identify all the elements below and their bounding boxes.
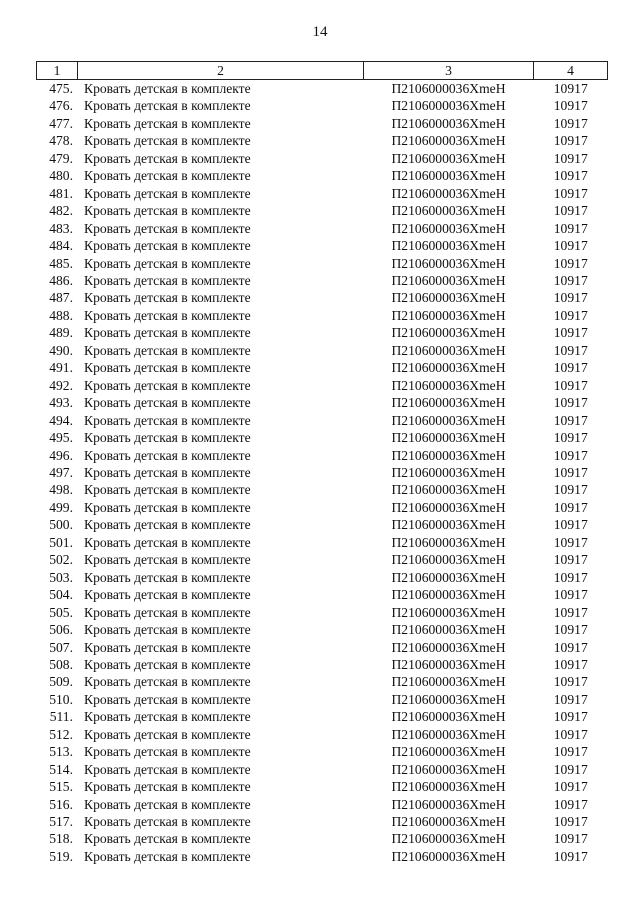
page-number: 14 bbox=[312, 24, 328, 40]
item-name-cell: Кровать детская в комплекте bbox=[84, 656, 251, 672]
item-code-cell: П2106000036ХmeH bbox=[391, 656, 506, 672]
table-row bbox=[37, 604, 608, 621]
item-value-cell: 10917 bbox=[553, 290, 588, 306]
row-number-cell: 485. bbox=[49, 255, 73, 271]
row-number-cell: 476. bbox=[49, 98, 73, 114]
row-number-cell: 480. bbox=[49, 168, 73, 184]
row-number-cell: 517. bbox=[49, 814, 73, 830]
table-row bbox=[37, 830, 608, 847]
item-value-cell: 10917 bbox=[553, 342, 588, 358]
item-value-cell: 10917 bbox=[553, 220, 588, 236]
item-code-cell: П2106000036ХmeH bbox=[391, 377, 506, 393]
row-number-cell: 515. bbox=[49, 779, 73, 795]
item-name-cell: Кровать детская в комплекте bbox=[84, 307, 251, 323]
row-number-cell: 495. bbox=[49, 430, 73, 446]
item-name-cell: Кровать детская в комплекте bbox=[84, 412, 251, 428]
item-value-cell: 10917 bbox=[553, 674, 588, 690]
column-header-1: 1 bbox=[37, 62, 78, 80]
item-name-cell: Кровать детская в комплекте bbox=[84, 587, 251, 603]
item-name-cell: Кровать детская в комплекте bbox=[84, 168, 251, 184]
header-row bbox=[37, 62, 608, 80]
row-number-cell: 502. bbox=[49, 552, 73, 568]
row-number-cell: 514. bbox=[49, 761, 73, 777]
table-row bbox=[37, 150, 608, 167]
item-code-cell: П2106000036ХmeH bbox=[391, 360, 506, 376]
item-name-cell: Кровать детская в комплекте bbox=[84, 726, 251, 742]
table-row bbox=[37, 569, 608, 586]
item-name-cell: Кровать детская в комплекте bbox=[84, 569, 251, 585]
item-code-cell: П2106000036ХmeH bbox=[391, 534, 506, 550]
row-number-cell: 481. bbox=[49, 185, 73, 201]
item-value-cell: 10917 bbox=[553, 761, 588, 777]
table-row bbox=[37, 481, 608, 498]
item-name-cell: Кровать детская в комплекте bbox=[84, 238, 251, 254]
item-value-cell: 10917 bbox=[553, 98, 588, 114]
table-row bbox=[37, 429, 608, 446]
item-code-cell: П2106000036ХmeH bbox=[391, 272, 506, 288]
table-row bbox=[37, 726, 608, 743]
item-code-cell: П2106000036ХmeH bbox=[391, 639, 506, 655]
item-code-cell: П2106000036ХmeH bbox=[391, 761, 506, 777]
item-value-cell: 10917 bbox=[553, 604, 588, 620]
item-value-cell: 10917 bbox=[553, 115, 588, 131]
item-name-cell: Кровать детская в комплекте bbox=[84, 814, 251, 830]
item-name-cell: Кровать детская в комплекте bbox=[84, 848, 251, 864]
item-value-cell: 10917 bbox=[553, 831, 588, 847]
item-name-cell: Кровать детская в комплекте bbox=[84, 796, 251, 812]
table-row bbox=[37, 377, 608, 394]
item-name-cell: Кровать детская в комплекте bbox=[84, 325, 251, 341]
row-number-cell: 503. bbox=[49, 569, 73, 585]
item-value-cell: 10917 bbox=[553, 185, 588, 201]
item-name-cell: Кровать детская в комплекте bbox=[84, 342, 251, 358]
item-name-cell: Кровать детская в комплекте bbox=[84, 98, 251, 114]
row-number-cell: 493. bbox=[49, 395, 73, 411]
table-row bbox=[37, 307, 608, 324]
item-code-cell: П2106000036ХmeH bbox=[391, 622, 506, 638]
table-row bbox=[37, 97, 608, 114]
row-number-cell: 479. bbox=[49, 150, 73, 166]
table-row bbox=[37, 237, 608, 254]
item-value-cell: 10917 bbox=[553, 691, 588, 707]
table-row bbox=[37, 464, 608, 481]
table-body bbox=[37, 80, 608, 866]
table-row bbox=[37, 342, 608, 359]
row-number-cell: 499. bbox=[49, 499, 73, 515]
row-number-cell: 489. bbox=[49, 325, 73, 341]
row-number-cell: 518. bbox=[49, 831, 73, 847]
item-name-cell: Кровать детская в комплекте bbox=[84, 464, 251, 480]
table-row bbox=[37, 272, 608, 289]
row-number-cell: 488. bbox=[49, 307, 73, 323]
item-code-cell: П2106000036ХmeH bbox=[391, 796, 506, 812]
table-row bbox=[37, 289, 608, 306]
item-code-cell: П2106000036ХmeH bbox=[391, 81, 506, 96]
item-code-cell: П2106000036ХmeH bbox=[391, 290, 506, 306]
item-code-cell: П2106000036ХmeH bbox=[391, 814, 506, 830]
item-value-cell: 10917 bbox=[553, 779, 588, 795]
row-number-cell: 512. bbox=[49, 726, 73, 742]
item-code-cell: П2106000036ХmeH bbox=[391, 517, 506, 533]
column-header-3: 3 bbox=[364, 62, 534, 80]
item-code-cell: П2106000036ХmeH bbox=[391, 203, 506, 219]
table-row bbox=[37, 359, 608, 376]
item-value-cell: 10917 bbox=[553, 255, 588, 271]
table-row bbox=[37, 551, 608, 568]
item-name-cell: Кровать детская в комплекте bbox=[84, 203, 251, 219]
item-code-cell: П2106000036ХmeH bbox=[391, 168, 506, 184]
item-name-cell: Кровать детская в комплекте bbox=[84, 517, 251, 533]
item-code-cell: П2106000036ХmeH bbox=[391, 307, 506, 323]
item-value-cell: 10917 bbox=[553, 796, 588, 812]
item-value-cell: 10917 bbox=[553, 360, 588, 376]
row-number-cell: 506. bbox=[49, 622, 73, 638]
table-row bbox=[37, 167, 608, 184]
row-number-cell: 478. bbox=[49, 133, 73, 149]
item-value-cell: 10917 bbox=[553, 133, 588, 149]
items-table bbox=[36, 61, 608, 865]
table-row bbox=[37, 708, 608, 725]
item-name-cell: Кровать детская в комплекте bbox=[84, 255, 251, 271]
row-number-cell: 509. bbox=[49, 674, 73, 690]
item-code-cell: П2106000036ХmeH bbox=[391, 691, 506, 707]
item-value-cell: 10917 bbox=[553, 517, 588, 533]
item-name-cell: Кровать детская в комплекте bbox=[84, 482, 251, 498]
table-row bbox=[37, 447, 608, 464]
item-value-cell: 10917 bbox=[553, 552, 588, 568]
item-code-cell: П2106000036ХmeH bbox=[391, 569, 506, 585]
item-value-cell: 10917 bbox=[553, 395, 588, 411]
item-code-cell: П2106000036ХmeH bbox=[391, 848, 506, 864]
item-code-cell: П2106000036ХmeH bbox=[391, 342, 506, 358]
item-name-cell: Кровать детская в комплекте bbox=[84, 272, 251, 288]
row-number-cell: 475. bbox=[49, 81, 73, 96]
table-row bbox=[37, 185, 608, 202]
item-name-cell: Кровать детская в комплекте bbox=[84, 150, 251, 166]
item-name-cell: Кровать детская в комплекте bbox=[84, 674, 251, 690]
item-name-cell: Кровать детская в комплекте bbox=[84, 115, 251, 131]
item-value-cell: 10917 bbox=[553, 709, 588, 725]
table-row bbox=[37, 848, 608, 865]
item-code-cell: П2106000036ХmeH bbox=[391, 255, 506, 271]
item-value-cell: 10917 bbox=[553, 307, 588, 323]
item-value-cell: 10917 bbox=[553, 150, 588, 166]
row-number-cell: 483. bbox=[49, 220, 73, 236]
table-row bbox=[37, 132, 608, 149]
item-code-cell: П2106000036ХmeH bbox=[391, 395, 506, 411]
table-row bbox=[37, 778, 608, 795]
item-value-cell: 10917 bbox=[553, 814, 588, 830]
row-number-cell: 498. bbox=[49, 482, 73, 498]
table-row bbox=[37, 639, 608, 656]
table-row bbox=[37, 255, 608, 272]
table-row bbox=[37, 656, 608, 673]
column-header-2: 2 bbox=[78, 62, 364, 80]
item-value-cell: 10917 bbox=[553, 482, 588, 498]
item-name-cell: Кровать детская в комплекте bbox=[84, 552, 251, 568]
item-value-cell: 10917 bbox=[553, 499, 588, 515]
item-value-cell: 10917 bbox=[553, 744, 588, 760]
item-value-cell: 10917 bbox=[553, 377, 588, 393]
row-number-cell: 501. bbox=[49, 534, 73, 550]
item-name-cell: Кровать детская в комплекте bbox=[84, 499, 251, 515]
item-code-cell: П2106000036ХmeH bbox=[391, 587, 506, 603]
row-number-cell: 484. bbox=[49, 238, 73, 254]
item-code-cell: П2106000036ХmeH bbox=[391, 726, 506, 742]
item-name-cell: Кровать детская в комплекте bbox=[84, 604, 251, 620]
item-code-cell: П2106000036ХmeH bbox=[391, 709, 506, 725]
item-name-cell: Кровать детская в комплекте bbox=[84, 639, 251, 655]
item-name-cell: Кровать детская в комплекте bbox=[84, 622, 251, 638]
item-code-cell: П2106000036ХmeH bbox=[391, 464, 506, 480]
item-name-cell: Кровать детская в комплекте bbox=[84, 831, 251, 847]
table-row bbox=[37, 499, 608, 516]
item-code-cell: П2106000036ХmeH bbox=[391, 831, 506, 847]
item-value-cell: 10917 bbox=[553, 639, 588, 655]
table-row bbox=[37, 412, 608, 429]
row-number-cell: 500. bbox=[49, 517, 73, 533]
item-name-cell: Кровать детская в комплекте bbox=[84, 220, 251, 236]
item-name-cell: Кровать детская в комплекте bbox=[84, 133, 251, 149]
item-name-cell: Кровать детская в комплекте bbox=[84, 709, 251, 725]
row-number-cell: 486. bbox=[49, 272, 73, 288]
item-name-cell: Кровать детская в комплекте bbox=[84, 430, 251, 446]
row-number-cell: 482. bbox=[49, 203, 73, 219]
row-number-cell: 511. bbox=[49, 709, 73, 725]
table-row bbox=[37, 324, 608, 341]
row-number-cell: 505. bbox=[49, 604, 73, 620]
item-value-cell: 10917 bbox=[553, 238, 588, 254]
item-code-cell: П2106000036ХmeH bbox=[391, 133, 506, 149]
row-number-cell: 477. bbox=[49, 115, 73, 131]
item-value-cell: 10917 bbox=[553, 430, 588, 446]
item-code-cell: П2106000036ХmeH bbox=[391, 325, 506, 341]
item-code-cell: П2106000036ХmeH bbox=[391, 238, 506, 254]
item-name-cell: Кровать детская в комплекте bbox=[84, 377, 251, 393]
item-name-cell: Кровать детская в комплекте bbox=[84, 81, 251, 96]
item-value-cell: 10917 bbox=[553, 569, 588, 585]
item-value-cell: 10917 bbox=[553, 656, 588, 672]
row-number-cell: 519. bbox=[49, 848, 73, 864]
row-number-cell: 487. bbox=[49, 290, 73, 306]
item-value-cell: 10917 bbox=[553, 622, 588, 638]
item-name-cell: Кровать детская в комплекте bbox=[84, 691, 251, 707]
item-name-cell: Кровать детская в комплекте bbox=[84, 447, 251, 463]
item-code-cell: П2106000036ХmeH bbox=[391, 744, 506, 760]
item-code-cell: П2106000036ХmeH bbox=[391, 447, 506, 463]
table-row bbox=[37, 516, 608, 533]
table-row bbox=[37, 761, 608, 778]
item-code-cell: П2106000036ХmeH bbox=[391, 482, 506, 498]
row-number-cell: 491. bbox=[49, 360, 73, 376]
item-value-cell: 10917 bbox=[553, 464, 588, 480]
row-number-cell: 507. bbox=[49, 639, 73, 655]
row-number-cell: 492. bbox=[49, 377, 73, 393]
table-row bbox=[37, 80, 608, 98]
table-row bbox=[37, 220, 608, 237]
row-number-cell: 508. bbox=[49, 656, 73, 672]
item-value-cell: 10917 bbox=[553, 587, 588, 603]
table-row bbox=[37, 796, 608, 813]
table-row bbox=[37, 534, 608, 551]
row-number-cell: 490. bbox=[49, 342, 73, 358]
item-name-cell: Кровать детская в комплекте bbox=[84, 290, 251, 306]
table-row bbox=[37, 115, 608, 132]
item-code-cell: П2106000036ХmeH bbox=[391, 150, 506, 166]
item-value-cell: 10917 bbox=[553, 203, 588, 219]
item-code-cell: П2106000036ХmeH bbox=[391, 220, 506, 236]
table-row bbox=[37, 586, 608, 603]
table-row bbox=[37, 621, 608, 638]
row-number-cell: 504. bbox=[49, 587, 73, 603]
item-name-cell: Кровать детская в комплекте bbox=[84, 761, 251, 777]
table-row bbox=[37, 743, 608, 760]
item-code-cell: П2106000036ХmeH bbox=[391, 98, 506, 114]
item-name-cell: Кровать детская в комплекте bbox=[84, 534, 251, 550]
table-header bbox=[37, 62, 608, 80]
item-code-cell: П2106000036ХmeH bbox=[391, 412, 506, 428]
item-value-cell: 10917 bbox=[553, 325, 588, 341]
item-value-cell: 10917 bbox=[553, 272, 588, 288]
row-number-cell: 516. bbox=[49, 796, 73, 812]
table-row bbox=[37, 813, 608, 830]
item-name-cell: Кровать детская в комплекте bbox=[84, 360, 251, 376]
item-value-cell: 10917 bbox=[553, 447, 588, 463]
item-code-cell: П2106000036ХmeH bbox=[391, 552, 506, 568]
item-value-cell: 10917 bbox=[553, 81, 588, 96]
item-code-cell: П2106000036ХmeH bbox=[391, 674, 506, 690]
item-name-cell: Кровать детская в комплекте bbox=[84, 779, 251, 795]
item-code-cell: П2106000036ХmeH bbox=[391, 779, 506, 795]
item-code-cell: П2106000036ХmeH bbox=[391, 499, 506, 515]
row-number-cell: 513. bbox=[49, 744, 73, 760]
item-code-cell: П2106000036ХmeH bbox=[391, 430, 506, 446]
item-name-cell: Кровать детская в комплекте bbox=[84, 395, 251, 411]
row-number-cell: 497. bbox=[49, 464, 73, 480]
table-row bbox=[37, 394, 608, 411]
item-value-cell: 10917 bbox=[553, 534, 588, 550]
table-row bbox=[37, 691, 608, 708]
item-value-cell: 10917 bbox=[553, 848, 588, 864]
item-code-cell: П2106000036ХmeH bbox=[391, 185, 506, 201]
item-code-cell: П2106000036ХmeH bbox=[391, 604, 506, 620]
item-code-cell: П2106000036ХmeH bbox=[391, 115, 506, 131]
item-value-cell: 10917 bbox=[553, 412, 588, 428]
item-name-cell: Кровать детская в комплекте bbox=[84, 744, 251, 760]
row-number-cell: 496. bbox=[49, 447, 73, 463]
column-header-4: 4 bbox=[534, 62, 608, 80]
item-name-cell: Кровать детская в комплекте bbox=[84, 185, 251, 201]
table-row bbox=[37, 673, 608, 690]
row-number-cell: 494. bbox=[49, 412, 73, 428]
table-row bbox=[37, 202, 608, 219]
item-value-cell: 10917 bbox=[553, 168, 588, 184]
row-number-cell: 510. bbox=[49, 691, 73, 707]
item-value-cell: 10917 bbox=[553, 726, 588, 742]
